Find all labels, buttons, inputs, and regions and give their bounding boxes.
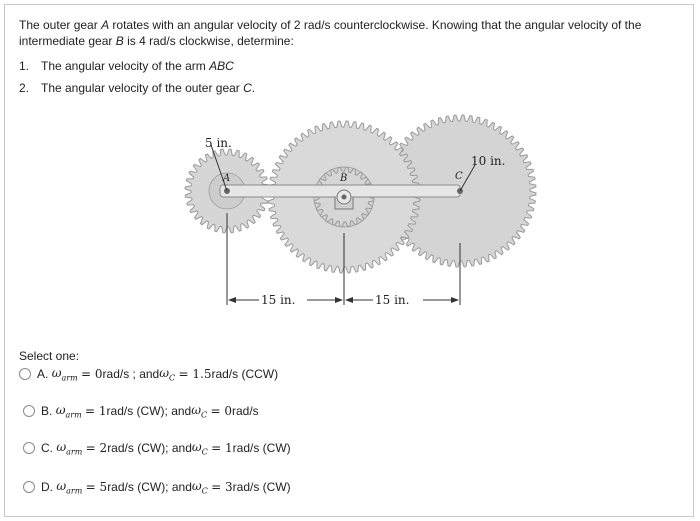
option-a-omega-c: $\omega_C$ [159, 366, 176, 383]
option-b-unit-c: rad/s [232, 404, 259, 419]
option-c-omega-arm: $\omega_{arm}$ [56, 440, 83, 457]
option-d-value-c: = 3 [211, 480, 233, 495]
question-item-2: 2. The angular velocity of the outer gear C. [19, 81, 256, 95]
dim-radius-a: 5 in. [205, 136, 232, 150]
arrow-left-2 [345, 297, 353, 303]
option-a-value-c: = 1.5 [178, 367, 212, 382]
option-b[interactable] [23, 403, 259, 419]
gear-diagram [175, 103, 555, 313]
question-text: The outer gear A rotates with an angular velocity of 2 rad/s counterclockwise. Knowing that the angular velocity of the intermediate gear B is 4 rad/s clockwise, determine: [19, 18, 642, 48]
option-d-unit-arm: rad/s (CW); and [107, 480, 192, 495]
option-d[interactable] [23, 479, 291, 495]
option-d-omega-arm: $\omega_{arm}$ [56, 479, 83, 496]
arrow-right-2 [451, 297, 459, 303]
option-c-radio[interactable] [23, 442, 35, 454]
option-d-omega-c: $\omega_C$ [191, 479, 208, 496]
option-b-omega-c: $\omega_C$ [191, 403, 208, 420]
option-c-omega-c: $\omega_C$ [191, 440, 208, 457]
arrow-right-1 [335, 297, 343, 303]
option-b-value-c: = 0 [210, 404, 232, 419]
gear-diagram-svg [175, 103, 555, 313]
option-d-unit-c: rad/s (CW) [232, 480, 291, 495]
dim-right-label: 15 in. [375, 293, 410, 307]
option-a-value-arm: = 0 [81, 367, 103, 382]
option-c[interactable] [23, 440, 291, 456]
dim-radius-c: 10 in. [471, 154, 506, 168]
question-card [4, 4, 694, 517]
option-c-unit-c: rad/s (CW) [232, 441, 291, 456]
option-a-unit-arm: rad/s ; and [102, 367, 160, 382]
arrow-left-1 [228, 297, 236, 303]
option-b-omega-arm: $\omega_{arm}$ [55, 403, 82, 420]
option-d-value-arm: = 5 [85, 480, 108, 495]
option-a[interactable] [19, 366, 278, 382]
option-c-letter: C. [41, 441, 53, 456]
option-a-unit-c: rad/s (CCW) [211, 367, 279, 382]
option-c-value-arm: = 2 [85, 441, 108, 456]
label-a: A [223, 173, 231, 184]
label-c: C [455, 171, 463, 182]
option-b-letter: B. [41, 404, 53, 419]
option-c-unit-arm: rad/s (CW); and [107, 441, 192, 456]
select-one-label: Select one: [19, 349, 80, 363]
option-c-value-c: = 1 [211, 441, 233, 456]
option-a-omega-arm: $\omega_{arm}$ [51, 366, 78, 383]
option-b-unit-arm: rad/s (CW); and [106, 404, 192, 419]
option-d-radio[interactable] [23, 481, 35, 493]
label-b: B [340, 173, 348, 184]
question-item-1: 1. The angular velocity of the arm ABC [19, 59, 234, 73]
dim-left-label: 15 in. [261, 293, 296, 307]
pin-b [342, 195, 347, 200]
option-b-value-arm: = 1 [85, 404, 107, 419]
option-a-radio[interactable] [19, 368, 31, 380]
option-d-letter: D. [41, 480, 53, 495]
option-b-radio[interactable] [23, 405, 35, 417]
option-a-letter: A. [37, 367, 49, 382]
question-list [19, 55, 255, 99]
